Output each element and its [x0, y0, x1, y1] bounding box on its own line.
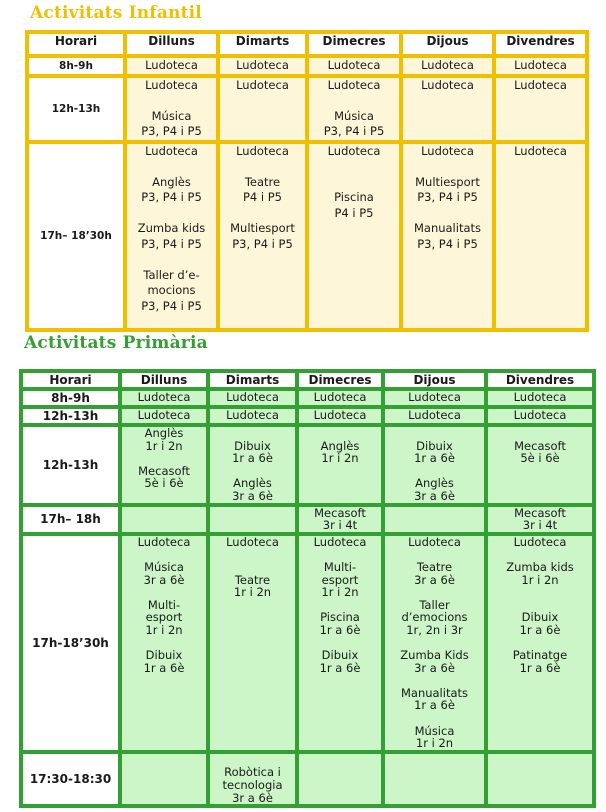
activity-cell [297, 752, 383, 806]
activity-line: Música [414, 723, 455, 738]
activity-line: Dibuix [321, 648, 359, 663]
activity-cell [383, 407, 486, 425]
activity-line: Ludoteca [137, 390, 191, 404]
activity-cell [297, 389, 383, 407]
activity-line: Ludoteca [145, 58, 198, 72]
activity-line: Ludoteca [236, 58, 289, 72]
activity-line [122, 586, 206, 599]
activity-line: Música [144, 559, 184, 574]
activity-cell [208, 407, 297, 425]
activity-line: Ludoteca [408, 408, 461, 422]
header-dimecres: Dimecres [297, 371, 383, 389]
activity-line: Ludoteca [327, 77, 381, 92]
activity-line: Ludoteca [408, 390, 461, 404]
activity-cell [125, 142, 218, 330]
primaria-header-row [21, 371, 594, 389]
activity-line: Ludoteca [137, 534, 191, 549]
time-slot-label: 17h– 18’30h [27, 142, 125, 330]
activity-line: 1r a 6è [414, 698, 455, 713]
activity-line [309, 93, 399, 109]
header-dijous: Dijous [383, 371, 486, 389]
activity-line: Ludoteca [226, 390, 279, 404]
activity-cell [218, 56, 307, 76]
activity-line: Dibuix [416, 438, 453, 453]
activity-line: 1r a 6è [319, 622, 361, 637]
activity-line: Piscina [334, 190, 374, 204]
time-slot-label: 8h-9h [21, 389, 120, 407]
activity-line: Mecasoft [314, 505, 366, 520]
header-dijous: Dijous [401, 32, 494, 56]
activity-line [385, 674, 484, 687]
activity-line: Ludoteca [313, 390, 367, 404]
activity-line: P3, P4 i P5 [417, 190, 478, 204]
activity-line: 1r a 6è [319, 660, 361, 675]
activity-line [210, 507, 295, 520]
activity-line [309, 175, 399, 191]
activity-line: 3r i 4t [322, 518, 358, 533]
infantil-header-row [27, 32, 587, 56]
activity-line: Ludoteca [514, 143, 567, 158]
activity-line [210, 427, 295, 440]
activity-line: 1r i 2n [145, 438, 183, 453]
header-horari: Horari [27, 32, 125, 56]
activity-line: Ludoteca [514, 77, 567, 92]
activity-cell [383, 389, 486, 407]
activity-cell [383, 752, 486, 806]
activity-line [385, 586, 484, 599]
activity-line: 1r a 6è [143, 660, 185, 675]
activity-cell [383, 534, 486, 752]
activity-cell [208, 425, 297, 505]
activity-cell [486, 425, 594, 505]
activity-line: Ludoteca [226, 534, 279, 549]
activity-line: Ludoteca [514, 58, 567, 72]
activity-line: Anglès [233, 476, 272, 491]
activity-line: P3, P4 i P5 [141, 190, 202, 204]
activity-line: Manualitats [413, 221, 482, 235]
schedule-row [27, 76, 587, 142]
activity-cell [401, 142, 494, 330]
time-slot-label: 17:30-18:30 [21, 752, 120, 806]
activity-cell [486, 407, 594, 425]
activity-line: 3r a 6è [414, 660, 455, 675]
activity-line [127, 159, 216, 175]
activity-cell [486, 752, 594, 806]
infantil-schedule-table [25, 30, 589, 332]
activity-line: 3r a 6è [143, 572, 185, 587]
activity-line: Ludoteca [327, 143, 381, 158]
activity-cell [494, 142, 587, 330]
activity-line: Multi- [147, 597, 181, 612]
activity-line: 1r i 2n [145, 622, 183, 637]
activity-line [403, 206, 492, 222]
activity-line: 1r a 6è [232, 451, 273, 466]
activity-cell [307, 76, 401, 142]
time-slot-label: 8h-9h [27, 56, 125, 76]
activity-line: Multiesport [230, 221, 295, 235]
activity-line: Ludoteca [145, 77, 198, 92]
activity-line [299, 427, 381, 440]
activity-line [488, 427, 592, 440]
activity-cell [297, 425, 383, 505]
activity-line: Ludoteca [313, 534, 367, 549]
activity-cell [401, 76, 494, 142]
activity-line: Anglès [320, 438, 360, 453]
activity-line: Taller d’e- [143, 267, 200, 282]
primaria-title: Activitats Primària [24, 333, 208, 353]
activity-line: Mecasoft [138, 463, 190, 478]
activity-line: Ludoteca [236, 143, 289, 158]
schedule-row [21, 389, 594, 407]
activity-cell [120, 534, 208, 752]
activity-line [122, 507, 206, 520]
header-dimecres: Dimecres [307, 32, 401, 56]
header-divendres: Divendres [486, 371, 594, 389]
time-slot-label: 12h-13h [21, 407, 120, 425]
activity-line: esport [145, 610, 183, 625]
activity-cell [383, 425, 486, 505]
activity-line: Ludoteca [513, 408, 567, 422]
activity-line [385, 507, 484, 520]
activity-line: 5è i 6è [144, 476, 184, 491]
activity-cell [297, 505, 383, 534]
activity-line: P4 i P5 [242, 190, 282, 204]
activity-line: 1r i 2n [521, 572, 559, 587]
activity-line: Taller [419, 597, 450, 612]
activity-line: Patinatge [512, 648, 568, 663]
activity-line: 1r, 2n i 3r [406, 622, 463, 637]
activity-line: 1r i 2n [415, 736, 454, 751]
activity-line: Ludoteca [408, 534, 461, 549]
activity-line: Música [151, 108, 192, 123]
time-slot-label: 17h-18’30h [21, 534, 120, 752]
activity-line: Anglès [152, 174, 191, 189]
activity-line: P3, P4 i P5 [141, 124, 202, 138]
activity-line [127, 93, 216, 109]
activity-line: 5è i 6è [520, 451, 560, 466]
activity-cell [218, 76, 307, 142]
schedule-row [27, 56, 587, 76]
activity-line: tecnologia [222, 778, 283, 793]
activity-cell [208, 389, 297, 407]
activity-line: Teatre [416, 559, 453, 574]
activity-cell [307, 56, 401, 76]
activity-line [127, 206, 216, 222]
activity-cell [208, 505, 297, 534]
activity-line: Ludoteca [327, 58, 381, 72]
activity-line [385, 754, 484, 767]
activity-line [299, 754, 381, 767]
activity-line: Zumba kids [137, 221, 206, 235]
infantil-title: Activitats Infantil [30, 3, 202, 23]
activity-line: Zumba Kids [400, 648, 469, 663]
activity-line: 1r i 2n [321, 451, 359, 466]
activity-cell [208, 534, 297, 752]
activity-line: P3, P4 i P5 [323, 124, 385, 138]
header-divendres: Divendres [494, 32, 587, 56]
activity-line [488, 754, 592, 767]
activity-line: Anglès [144, 426, 184, 440]
activity-line: Ludoteca [313, 408, 367, 422]
header-horari: Horari [21, 371, 120, 389]
header-dimarts: Dimarts [208, 371, 297, 389]
activity-cell [486, 505, 594, 534]
activity-line: P3, P4 i P5 [232, 236, 293, 251]
activity-line: Dibuix [521, 610, 559, 625]
activity-line: Zumba kids [506, 559, 574, 574]
activity-line: Ludoteca [226, 408, 279, 422]
activity-line [488, 586, 592, 599]
schedule-row [21, 752, 594, 806]
activity-line: Multi- [323, 559, 357, 574]
schedule-row [21, 407, 594, 425]
activity-cell [307, 142, 401, 330]
activity-cell [208, 752, 297, 806]
activity-cell [494, 56, 587, 76]
activity-cell [120, 752, 208, 806]
header-dimarts: Dimarts [218, 32, 307, 56]
activity-line [309, 159, 399, 175]
schedule-row [21, 425, 594, 505]
activity-line: esport [321, 572, 359, 587]
activity-line: Dibuix [145, 648, 183, 663]
activity-line: 3r a 6è [414, 488, 455, 503]
activity-line: Ludoteca [236, 77, 289, 92]
schedule-row [21, 505, 594, 534]
activity-cell [401, 56, 494, 76]
schedule-row [27, 142, 587, 330]
activity-line: mocions [147, 283, 196, 297]
time-slot-label: 17h– 18h [21, 505, 120, 534]
activity-line [122, 452, 206, 465]
time-slot-label: 12h-13h [21, 425, 120, 505]
activity-line [127, 252, 216, 268]
activity-line: 1r i 2n [321, 585, 359, 600]
activity-line [210, 561, 295, 574]
activity-cell [218, 142, 307, 330]
activity-cell [125, 76, 218, 142]
activity-cell [120, 407, 208, 425]
activity-cell [120, 505, 208, 534]
activity-line: Multiesport [415, 174, 480, 189]
activity-line: 3r a 6è [414, 572, 455, 587]
activity-line: P3, P4 i P5 [141, 236, 202, 251]
activity-line [220, 159, 305, 175]
activity-line: 3r a 6è [232, 488, 273, 503]
activity-line: 1r a 6è [519, 622, 561, 637]
activity-line: P3, P4 i P5 [417, 236, 478, 251]
activity-cell [486, 389, 594, 407]
activity-line: 1r a 6è [519, 660, 561, 675]
activity-line: Ludoteca [145, 143, 198, 158]
activity-cell [297, 407, 383, 425]
activity-cell [383, 505, 486, 534]
activity-cell [486, 534, 594, 752]
activity-line: 1r a 6è [414, 451, 455, 466]
activity-cell [120, 389, 208, 407]
activity-line: 3r a 6è [232, 790, 273, 805]
header-dilluns: Dilluns [125, 32, 218, 56]
activity-line: Teatre [234, 572, 271, 587]
activity-cell [120, 425, 208, 505]
activity-line: d’emocions [401, 610, 468, 625]
activity-line: Piscina [320, 610, 360, 625]
activity-line: 3r i 4t [522, 518, 558, 533]
activity-line: Dibuix [234, 438, 271, 453]
activity-line [220, 206, 305, 222]
activity-line: 1r i 2n [233, 585, 272, 600]
activity-line [122, 754, 206, 767]
activity-line: Teatre [244, 174, 281, 189]
activity-line: Ludoteca [137, 408, 191, 422]
activity-cell [125, 56, 218, 76]
activity-line: Robòtica i [224, 765, 281, 780]
schedule-row [21, 534, 594, 752]
activity-line: Anglès [415, 476, 454, 491]
header-dilluns: Dilluns [120, 371, 208, 389]
primaria-schedule-table [19, 369, 596, 808]
activity-line: Mecasoft [514, 505, 566, 520]
activity-line [210, 548, 295, 561]
activity-cell [494, 76, 587, 142]
activity-line: Ludoteca [421, 58, 474, 72]
activity-line: Manualitats [400, 685, 469, 700]
activity-line [403, 159, 492, 175]
activity-line: Ludoteca [421, 77, 474, 92]
activity-line: Música [334, 108, 374, 123]
activity-line: Mecasoft [514, 438, 566, 453]
activity-line: Ludoteca [513, 390, 567, 404]
activity-line: P4 i P5 [334, 205, 374, 220]
activity-line [385, 712, 484, 725]
activity-line: Ludoteca [421, 143, 474, 158]
time-slot-label: 12h-13h [27, 76, 125, 142]
activity-line [385, 427, 484, 440]
activity-cell [297, 534, 383, 752]
activity-line: Ludoteca [513, 534, 567, 549]
activity-line: P3, P4 i P5 [141, 298, 202, 313]
